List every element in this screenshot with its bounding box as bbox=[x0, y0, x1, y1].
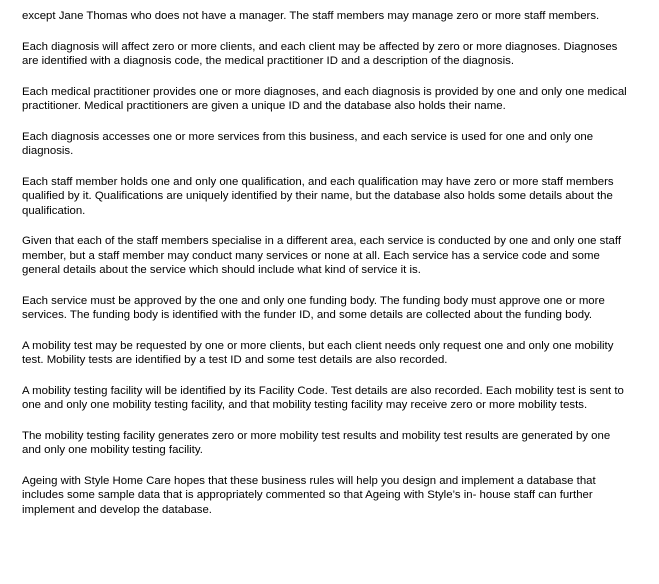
paragraph-funding-body: Each service must be approved by the one and only one funding body. The funding body must approve one or more services. The funding body is identified with the funder ID, and some details are collected about the funding body. bbox=[22, 294, 605, 321]
paragraph-mobility-test: A mobility test may be requested by one or more clients, but each client needs only request one and only one mobility test. Mobility tests are identified by a test ID and some test details are also recorded. bbox=[22, 339, 614, 366]
paragraph-closing: Ageing with Style Home Care hopes that these business rules will help you design and implement a database that includes some sample data that is appropriately commented so that Ageing with Style’s in- house staff can further implement and develop the database. bbox=[22, 474, 596, 516]
paragraph-test-results: The mobility testing facility generates zero or more mobility test results and mobility test results are generated by one and only one mobility testing facility. bbox=[22, 429, 611, 456]
paragraph-diagnosis-clients: Each diagnosis will affect zero or more clients, and each client may be affected by zero or more diagnoses. Diagnoses are identified with a diagnosis code, the medical practitioner ID and a description of the diagnosis. bbox=[22, 40, 618, 67]
paragraph-qualification: Each staff member holds one and only one qualification, and each qualification may have zero or more staff members qualified by it. Qualifications are uniquely identified by their name, but the database also holds some details about the qualification. bbox=[22, 175, 614, 217]
document-body bbox=[22, 9, 632, 533]
paragraph-testing-facility: A mobility testing facility will be identified by its Facility Code. Test details are also recorded. Each mobility test is sent to one and only one mobility testing facility, and that mobility testing facility may receive zero or more mobility tests. bbox=[22, 384, 624, 411]
paragraph-medical-practitioner: Each medical practitioner provides one or more diagnoses, and each diagnosis is provided by one and only one medical practitioner. Medical practitioners are given a unique ID and the database also holds their name. bbox=[22, 85, 627, 112]
paragraph-manager: except Jane Thomas who does not have a manager. The staff members may manage zero or more staff members. bbox=[22, 10, 600, 22]
paragraph-service-staff: Given that each of the staff members specialise in a different area, each service is conducted by one and only one staff member, but a staff member may conduct many services or none at all. Each service has a service code and some general details about the service which should include what kind of service it is. bbox=[22, 235, 621, 276]
paragraph-diagnosis-services: Each diagnosis accesses one or more services from this business, and each service is used for one and only one diagnosis. bbox=[22, 130, 594, 157]
